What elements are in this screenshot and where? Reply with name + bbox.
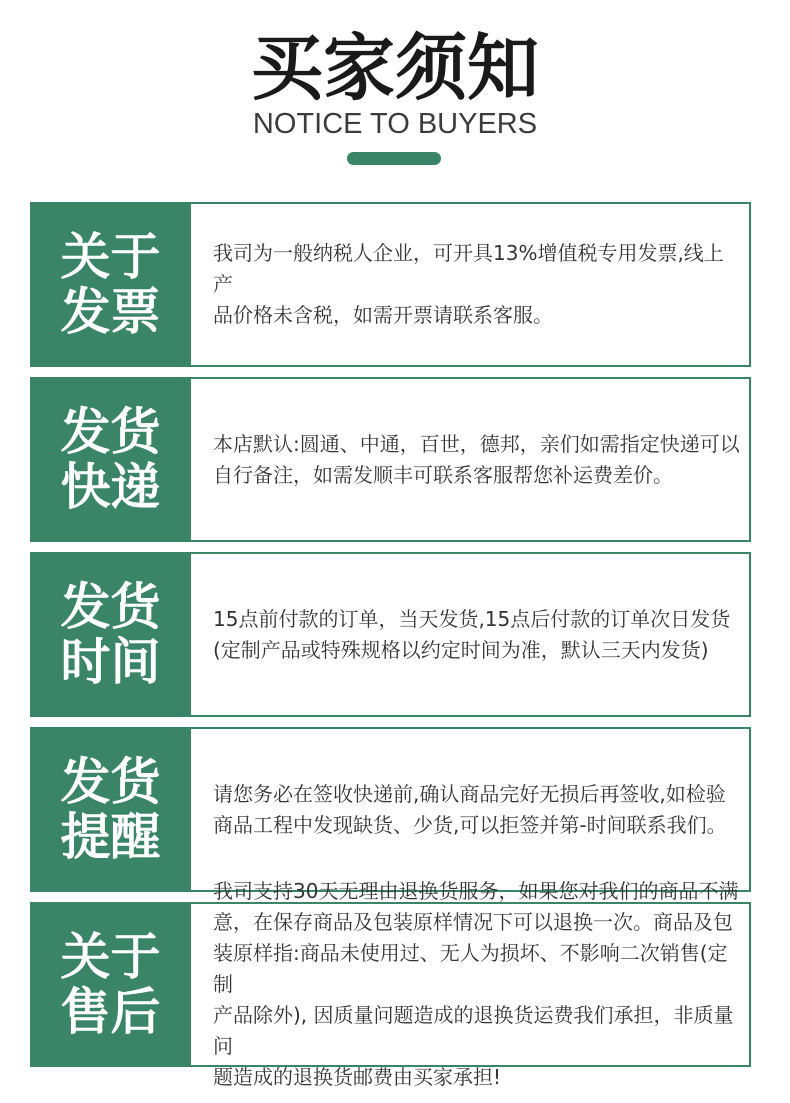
card-text-line: (定制产品或特殊规格以约定时间为准，默认三天内发货): [213, 637, 709, 662]
card-label-line: 售后: [60, 982, 161, 1041]
card-label: [30, 727, 191, 892]
card-text-line: 我司支持30天无理由退换货服务，如果您对我们的商品不满: [213, 879, 739, 903]
card-label-line: 发货: [60, 577, 161, 636]
card-label: [30, 552, 191, 717]
card-text: [191, 204, 749, 365]
card-text-line: 商品工程中发现缺货、少货,可以拒签并第-时间联系我们。: [213, 812, 727, 837]
card-text-line: 本店默认:圆通、中通，百世，德邦，亲们如需指定快递可以: [213, 431, 740, 456]
card-text-line: 装原样指:商品未使用过、无人为损坏、不影响二次销售(定制: [213, 941, 728, 996]
card-label-line: 提醒: [60, 807, 161, 866]
card-text-line: 自行备注，如需发顺丰可联系客服帮您补运费差价。: [213, 462, 673, 487]
card-label-line: 快递: [60, 457, 161, 516]
card-label: [30, 202, 191, 367]
card-text: [191, 729, 749, 890]
card-text-line: 我司为一般纳税人企业，可开具13%增值税专用发票,线上产: [213, 241, 724, 296]
title-divider-pill: [347, 152, 441, 165]
page-subtitle: NOTICE TO BUYERS: [252, 108, 538, 140]
card-text: [191, 554, 749, 715]
card-text-line: 15点前付款的订单，当天发货,15点后付款的订单次日发货: [213, 606, 731, 631]
card-text-line: 产品除外), 因质量问题造成的退换货运费我们承担，非质量问: [213, 1003, 734, 1058]
card-text: [191, 379, 749, 540]
card-label: [30, 902, 191, 1067]
notice-card-invoice: [30, 202, 751, 367]
notice-list: [30, 202, 751, 1089]
notice-card-delivery-reminder: [30, 727, 751, 892]
page-title: 买家须知: [250, 26, 539, 110]
card-text-line: 品价格未含税，如需开票请联系客服。: [213, 303, 553, 327]
card-label-line: 发货: [60, 752, 161, 811]
card-label-line: 时间: [60, 632, 161, 691]
card-text-line: 请您务必在签收快递前,确认商品完好无损后再签收,如检验: [213, 781, 726, 806]
card-text-line: 意，在保存商品及包装原样情况下可以退换一次。商品及包: [213, 910, 733, 934]
card-label: [30, 377, 191, 542]
notice-card-shipping-time: [30, 552, 751, 717]
card-label-line: 关于: [60, 227, 161, 286]
notice-card-courier: [30, 377, 751, 542]
card-label-line: 发票: [60, 282, 161, 341]
card-text: [191, 879, 749, 1089]
card-label-line: 关于: [60, 927, 161, 986]
card-label-line: 发货: [60, 402, 161, 461]
card-text-line: 题造成的退换货邮费由买家承担!: [213, 1065, 502, 1089]
notice-card-after-sales: [30, 879, 751, 1089]
